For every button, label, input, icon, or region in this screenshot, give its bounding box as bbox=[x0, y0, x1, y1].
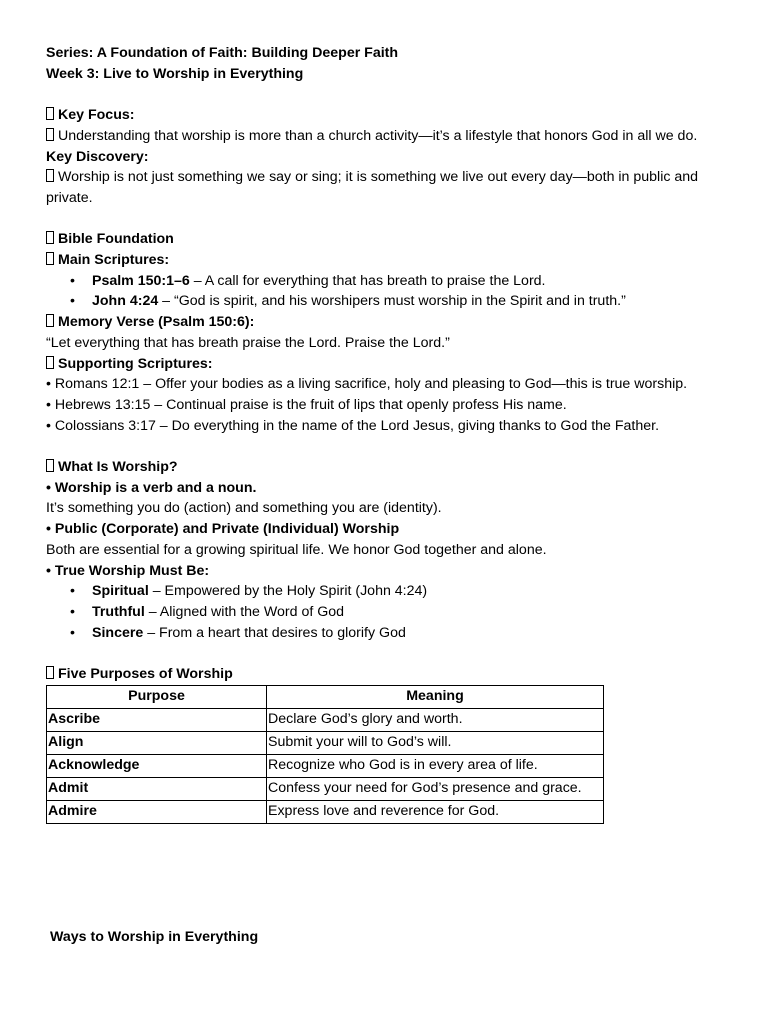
missing-glyph-icon bbox=[46, 231, 54, 244]
purposes-table bbox=[46, 685, 604, 824]
verb-noun-text: It’s something you do (action) and something you are (identity). bbox=[46, 500, 442, 517]
spacer bbox=[46, 84, 718, 105]
list-item: • Sincere – From a heart that desires to glorify God bbox=[92, 623, 718, 644]
meaning-cell: Recognize who God is in every area of life. bbox=[267, 754, 604, 777]
list-item: • Spiritual – Empowered by the Holy Spirit (John 4:24) bbox=[92, 581, 718, 602]
missing-glyph-icon bbox=[46, 459, 54, 472]
key-focus-text: Understanding that worship is more than a church activity—it’s a lifestyle that honors God in all we do. bbox=[46, 126, 718, 147]
list-item: • Truthful – Aligned with the Word of God bbox=[92, 602, 718, 623]
supporting-item: • Colossians 3:17 – Do everything in the name of the Lord Jesus, giving thanks to God the Father. bbox=[46, 417, 660, 434]
missing-glyph-icon bbox=[46, 314, 54, 327]
key-discovery-text: Worship is not just something we say or sing; it is something we live out every day—both in public and private. bbox=[46, 169, 699, 206]
spacer bbox=[46, 436, 718, 457]
meaning-cell: Submit your will to God’s will. bbox=[267, 731, 604, 754]
memory-verse-heading: Memory Verse (Psalm 150:6): bbox=[46, 312, 718, 333]
meaning-cell: Confess your need for God’s presence and grace. bbox=[267, 777, 604, 800]
true-worship-heading: • True Worship Must Be: bbox=[46, 562, 210, 579]
purpose-cell: Acknowledge bbox=[47, 754, 267, 777]
meaning-cell: Express love and reverence for God. bbox=[267, 800, 604, 823]
public-private-heading: • Public (Corporate) and Private (Individual) Worship bbox=[46, 521, 400, 538]
purpose-cell: Ascribe bbox=[47, 708, 267, 731]
list-item: • John 4:24 – “God is spirit, and his worshipers must worship in the Spirit and in truth.” bbox=[92, 291, 718, 312]
series-title: Series: A Foundation of Faith: Building Deeper Faith bbox=[46, 45, 399, 61]
key-focus-heading: Key Focus: bbox=[46, 105, 718, 126]
table-row bbox=[47, 731, 604, 754]
five-purposes-heading: Five Purposes of Worship bbox=[46, 664, 718, 685]
main-scriptures-list bbox=[46, 271, 718, 312]
supporting-item: • Romans 12:1 – Offer your bodies as a living sacrifice, holy and pleasing to God—this is true worship. bbox=[46, 376, 688, 393]
memory-verse-text: “Let everything that has breath praise the Lord. Praise the Lord.” bbox=[46, 334, 450, 351]
missing-glyph-icon bbox=[46, 356, 54, 369]
bible-foundation-heading: Bible Foundation bbox=[46, 229, 718, 250]
missing-glyph-icon bbox=[46, 107, 54, 120]
what-is-worship-heading: What Is Worship? bbox=[46, 457, 718, 478]
table-row bbox=[47, 754, 604, 777]
table-row bbox=[47, 800, 604, 823]
list-item: • Psalm 150:1–6 – A call for everything that has breath to praise the Lord. bbox=[92, 271, 718, 292]
purpose-cell: Align bbox=[47, 731, 267, 754]
supporting-scriptures-heading: Supporting Scriptures: bbox=[46, 354, 718, 375]
week-title: Week 3: Live to Worship in Everything bbox=[46, 65, 304, 82]
missing-glyph-icon bbox=[46, 666, 54, 679]
table-row bbox=[47, 777, 604, 800]
key-discovery-heading: Key Discovery: bbox=[46, 148, 149, 165]
purpose-cell: Admire bbox=[47, 800, 267, 823]
missing-glyph-icon bbox=[46, 128, 54, 141]
spacer bbox=[46, 643, 718, 664]
verb-noun-heading: • Worship is a verb and a noun. bbox=[46, 479, 257, 496]
meaning-cell: Declare God’s glory and worth. bbox=[267, 708, 604, 731]
main-scriptures-heading: Main Scriptures: bbox=[46, 250, 718, 271]
public-private-text: Both are essential for a growing spiritual life. We honor God together and alone. bbox=[46, 541, 547, 558]
table-row bbox=[47, 708, 604, 731]
document-page bbox=[46, 43, 718, 824]
supporting-item: • Hebrews 13:15 – Continual praise is the fruit of lips that openly profess His name. bbox=[46, 396, 567, 413]
missing-glyph-icon bbox=[46, 169, 54, 182]
purpose-cell: Admit bbox=[47, 777, 267, 800]
column-header-meaning: Meaning bbox=[267, 685, 604, 708]
missing-glyph-icon bbox=[46, 252, 54, 265]
ways-to-worship-heading: Ways to Worship in Everything bbox=[50, 929, 259, 945]
column-header-purpose: Purpose bbox=[47, 685, 267, 708]
table-header-row bbox=[47, 685, 604, 708]
spacer bbox=[46, 209, 718, 230]
true-worship-list bbox=[46, 581, 718, 643]
